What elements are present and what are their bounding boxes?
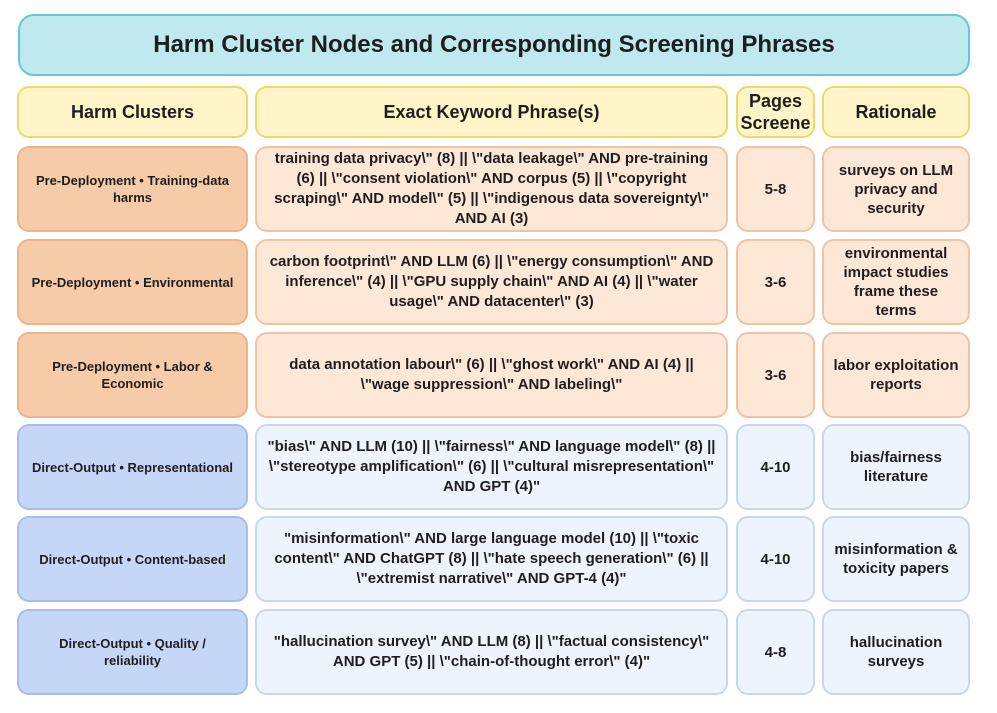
- rationale-representational: bias/fairness literature: [822, 424, 970, 510]
- phrase-representational: "bias\" AND LLM (10) || \"fairness\" AND language model\" (8) || \"stereotype amplification\" (6) || \"cultural misrepresentation\" AND GPT (4)": [255, 424, 728, 510]
- diagram-title: Harm Cluster Nodes and Corresponding Screening Phrases: [18, 14, 970, 76]
- rationale-training-data-harms: surveys on LLM privacy and security: [822, 146, 970, 232]
- cluster-quality-reliability: Direct-Output • Quality / reliability: [17, 609, 248, 695]
- phrase-environmental: carbon footprint\" AND LLM (6) || \"energy consumption\" AND inference\" (4) || \"GPU supply chain\" AND AI (4) || \"water usage\" AND datacenter\" (3): [255, 239, 728, 325]
- header-harm-clusters: Harm Clusters: [17, 86, 248, 138]
- cluster-representational: Direct-Output • Representational: [17, 424, 248, 510]
- rationale-environmental: environmental impact studies frame these terms: [822, 239, 970, 325]
- header-rationale: Rationale: [822, 86, 970, 138]
- header-keyword-phrases: Exact Keyword Phrase(s): [255, 86, 728, 138]
- phrase-training-data-harms: training data privacy\" (8) || \"data leakage\" AND pre-training (6) || \"consent violation\" AND corpus (5) || \"copyright scraping\" AND model\" (5) || \"indigenous data sovereignty\" AND AI (3): [255, 146, 728, 232]
- cluster-labor-economic: Pre-Deployment • Labor & Economic: [17, 332, 248, 418]
- cluster-training-data-harms: Pre-Deployment • Training-data harms: [17, 146, 248, 232]
- pages-environmental: 3-6: [736, 239, 815, 325]
- pages-content-based: 4-10: [736, 516, 815, 602]
- phrase-content-based: "misinformation\" AND large language model (10) || \"toxic content\" AND ChatGPT (8) || \"hate speech generation\" (6) || \"extremist narrative\" AND GPT-4 (4)": [255, 516, 728, 602]
- pages-training-data-harms: 5-8: [736, 146, 815, 232]
- phrase-quality-reliability: "hallucination survey\" AND LLM (8) || \"factual consistency\" AND GPT (5) || \"chain-of-thought error\" (4)": [255, 609, 728, 695]
- header-pages-screened: Pages Screene: [736, 86, 815, 138]
- pages-quality-reliability: 4-8: [736, 609, 815, 695]
- rationale-quality-reliability: hallucination surveys: [822, 609, 970, 695]
- rationale-content-based: misinformation & toxicity papers: [822, 516, 970, 602]
- phrase-labor-economic: data annotation labour\" (6) || \"ghost work\" AND AI (4) || \"wage suppression\" AND labeling\": [255, 332, 728, 418]
- pages-labor-economic: 3-6: [736, 332, 815, 418]
- cluster-content-based: Direct-Output • Content-based: [17, 516, 248, 602]
- rationale-labor-economic: labor exploitation reports: [822, 332, 970, 418]
- pages-representational: 4-10: [736, 424, 815, 510]
- cluster-environmental: Pre-Deployment • Environmental: [17, 239, 248, 325]
